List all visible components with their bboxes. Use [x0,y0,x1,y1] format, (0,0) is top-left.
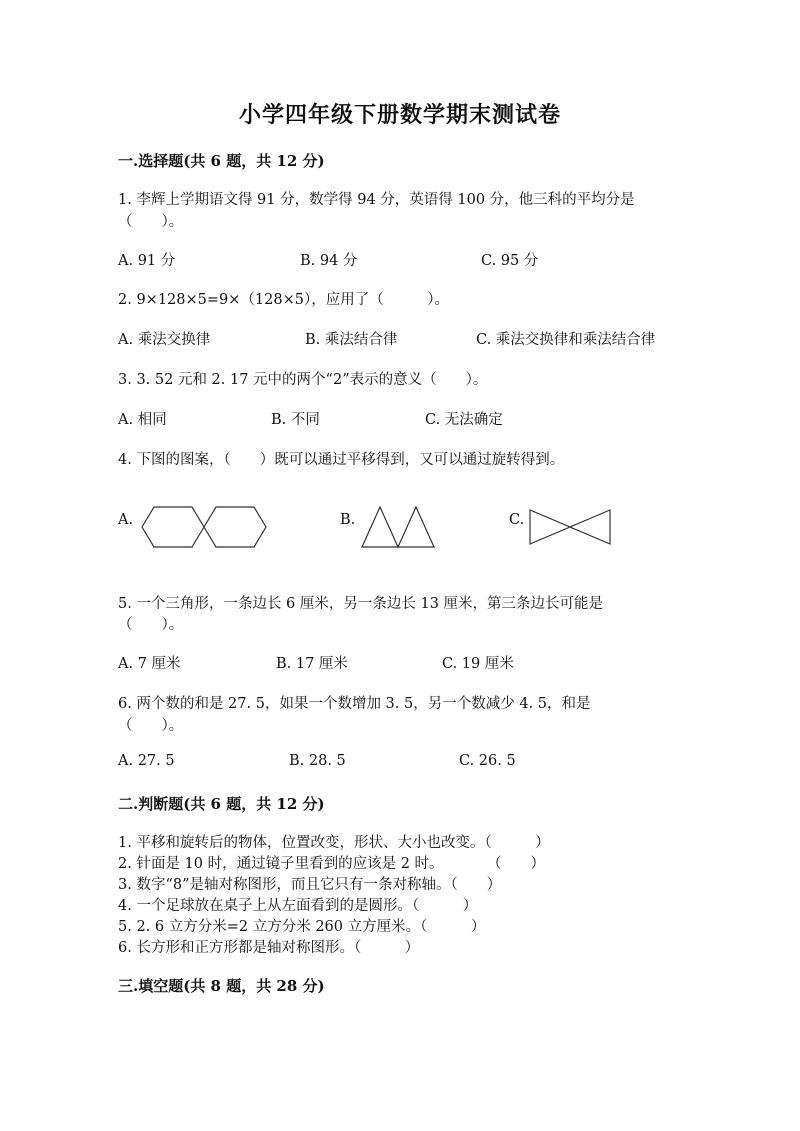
question-6-blank: （ ）。 [118,718,184,734]
question-3-option-a: A. 相同 [118,412,167,428]
section-heading-choice: 一.选择题(共 6 题，共 12 分) [118,152,325,170]
question-1-blank: （ ）。 [118,214,184,230]
triangle-pair-figure [360,504,440,550]
question-1-option-b: B. 94 分 [300,253,358,269]
triangle-left [362,507,398,547]
question-1-option-a: A. 91 分 [118,253,176,269]
judge-item-6: 6. 长方形和正方形都是轴对称图形。（ ） [118,940,420,956]
question-5-option-b: B. 17 厘米 [276,656,348,672]
triangle-right [398,507,434,547]
hexagon-right [204,507,266,547]
bowtie-left-triangle [530,510,570,544]
question-1-option-c: C. 95 分 [481,253,539,269]
question-5-option-a: A. 7 厘米 [118,656,181,672]
question-2-option-c: C. 乘法交换律和乘法结合律 [476,332,656,348]
section-heading-true-false: 二.判断题(共 6 题，共 12 分) [118,795,325,813]
question-2-text: 2. 9×128×5=9×（128×5），应用了（ ）。 [118,292,449,308]
bowtie-figure [528,508,614,548]
question-6-option-b: B. 28. 5 [289,753,346,769]
page-title: 小学四年级下册数学期末测试卷 [238,102,561,128]
judge-item-2: 2. 针面是 10 时，通过镜子里看到的应该是 2 时。 （ ） [118,856,546,872]
question-6-text: 6. 两个数的和是 27. 5，如果一个数增加 3. 5，另一个数减少 4. 5，和是 [118,696,591,712]
question-4-option-c: C. [509,512,525,528]
question-2-option-b: B. 乘法结合律 [305,332,398,348]
question-5-text: 5. 一个三角形，一条边长 6 厘米，另一条边长 13 厘米，第三条边长可能是 [118,596,604,612]
question-4-option-a: A. [118,512,134,528]
judge-item-3: 3. 数字“8”是轴对称图形，而且它只有一条对称轴。（ ） [118,877,502,893]
question-5-option-c: C. 19 厘米 [442,656,514,672]
question-2-option-a: A. 乘法交换律 [118,332,211,348]
question-5-blank: （ ）。 [118,617,184,633]
question-6-option-a: A. 27. 5 [118,753,175,769]
hexagon-pair-figure [140,505,270,549]
hexagon-left [142,507,204,547]
question-6-option-c: C. 26. 5 [459,753,516,769]
section-heading-fill-blank: 三.填空题(共 8 题，共 28 分) [118,977,325,995]
question-3-option-c: C. 无法确定 [425,412,503,428]
judge-item-1: 1. 平移和旋转后的物体，位置改变，形状、大小也改变。（ ） [118,835,550,851]
judge-item-5: 5. 2. 6 立方分米=2 立方分米 260 立方厘米。（ ） [118,919,486,935]
question-3-option-b: B. 不同 [271,412,320,428]
judge-item-4: 4. 一个足球放在桌子上从左面看到的是圆形。（ ） [118,898,478,914]
question-4-option-b: B. [340,512,356,528]
question-1-text: 1. 李辉上学期语文得 91 分，数学得 94 分，英语得 100 分，他三科的平均分是 [118,192,635,208]
bowtie-right-triangle [570,510,610,544]
question-4-text: 4. 下图的图案，（ ）既可以通过平移得到，又可以通过旋转得到。 [118,452,565,468]
question-3-text: 3. 3. 52 元和 2. 17 元中的两个“2”表示的意义（ ）。 [118,372,488,388]
